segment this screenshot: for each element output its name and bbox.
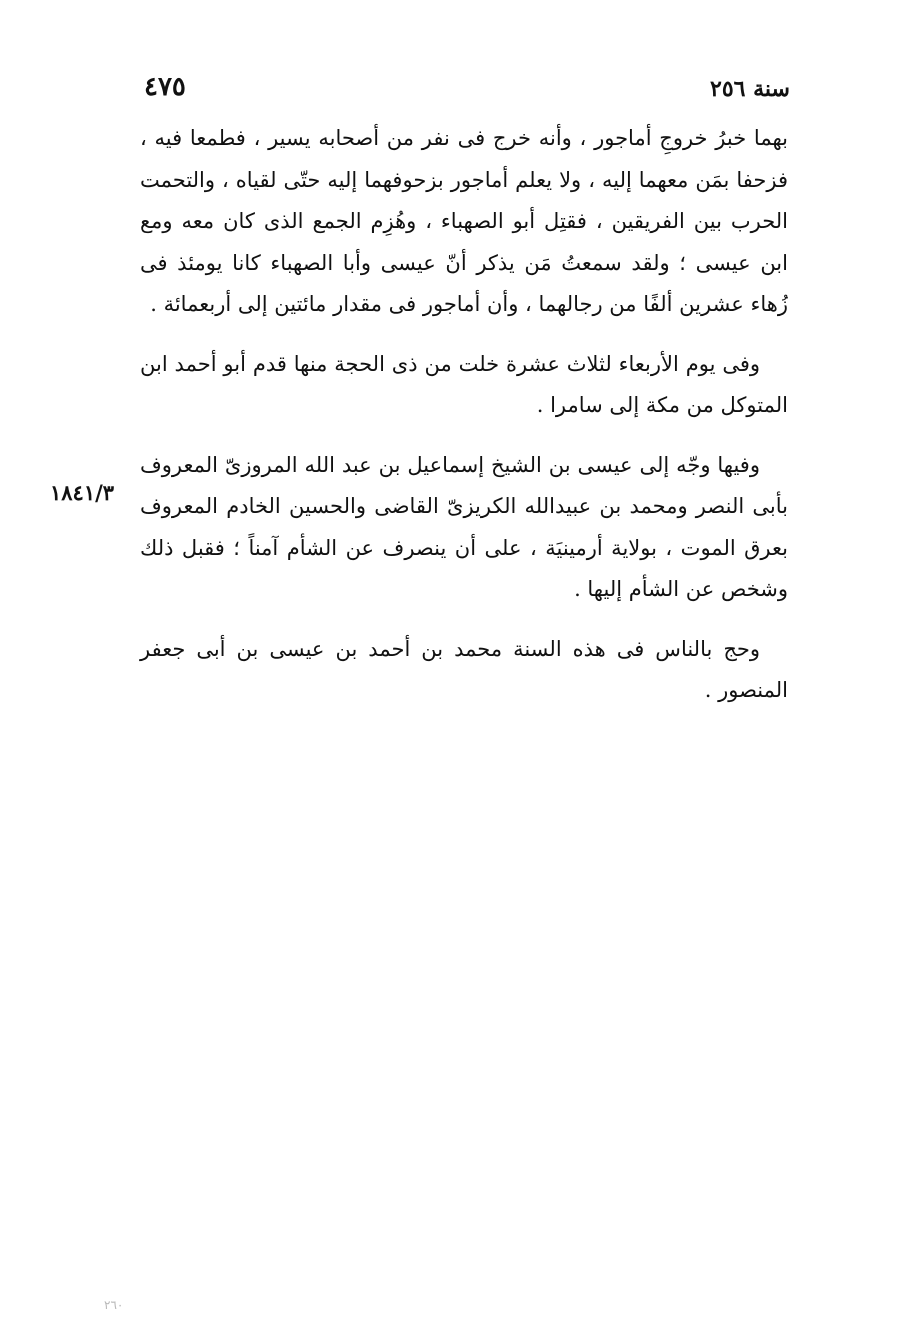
faint-scan-mark: ٢٦٠ bbox=[104, 1298, 124, 1312]
paragraph-3 bbox=[140, 445, 788, 611]
margin-page-reference: ١٨٤١/٣ bbox=[50, 480, 115, 505]
main-text bbox=[140, 118, 788, 730]
paragraph-text: وحج بالناس فى هذه السنة محمد بن أحمد بن عيسى بن أبى جعفر المنصور . bbox=[140, 636, 788, 702]
paragraph-1 bbox=[140, 118, 788, 326]
paragraph-text: بهما خبرُ خروجِ أماجور ، وأنه خرج فى نفر من أصحابه يسير ، فطمعا فيه ، فزحفا بمَن معهما إليه ، ولا يعلم أماجور بزحوفهما إليه حتّى لقياه ، والتحمت الحرب بين الفريقين ، فقتِل أبو الصهباء ، وهُزِم الجمع الذى كان معه ومع ابن عيسى ؛ ولقد سمعتُ مَن يذكر أنّ عيسى وأبا الصهباء كانا يومئذ فى زُهاء عشرين ألفًا من رجالهما ، وأن أماجور فى مقدار مائتين إلى أربعمائة . bbox=[140, 126, 788, 316]
paragraph-text: وفى يوم الأربعاء لثلاث عشرة خلت من ذى الحجة منها قدم أبو أحمد ابن المتوكل من مكة إلى سامرا . bbox=[140, 351, 788, 417]
paragraph-2 bbox=[140, 344, 788, 427]
page-header bbox=[140, 72, 790, 108]
paragraph-text: وفيها وجّه إلى عيسى بن الشيخ إسماعيل بن عبد الله المروزىّ المعروف بأبى النصر ومحمد بن عبيدالله الكريزىّ القاضى والحسين الخادم المعروف بعرق الموت ، بولاية أرمينيَة ، على أن ينصرف عن الشأم آمناً ؛ فقبل ذلك وشخص عن الشأم إليها . bbox=[140, 452, 788, 601]
running-head-year: سنة ٢٥٦ bbox=[710, 76, 790, 102]
paragraph-4 bbox=[140, 629, 788, 712]
page-number: ٤٧٥ bbox=[144, 72, 186, 102]
